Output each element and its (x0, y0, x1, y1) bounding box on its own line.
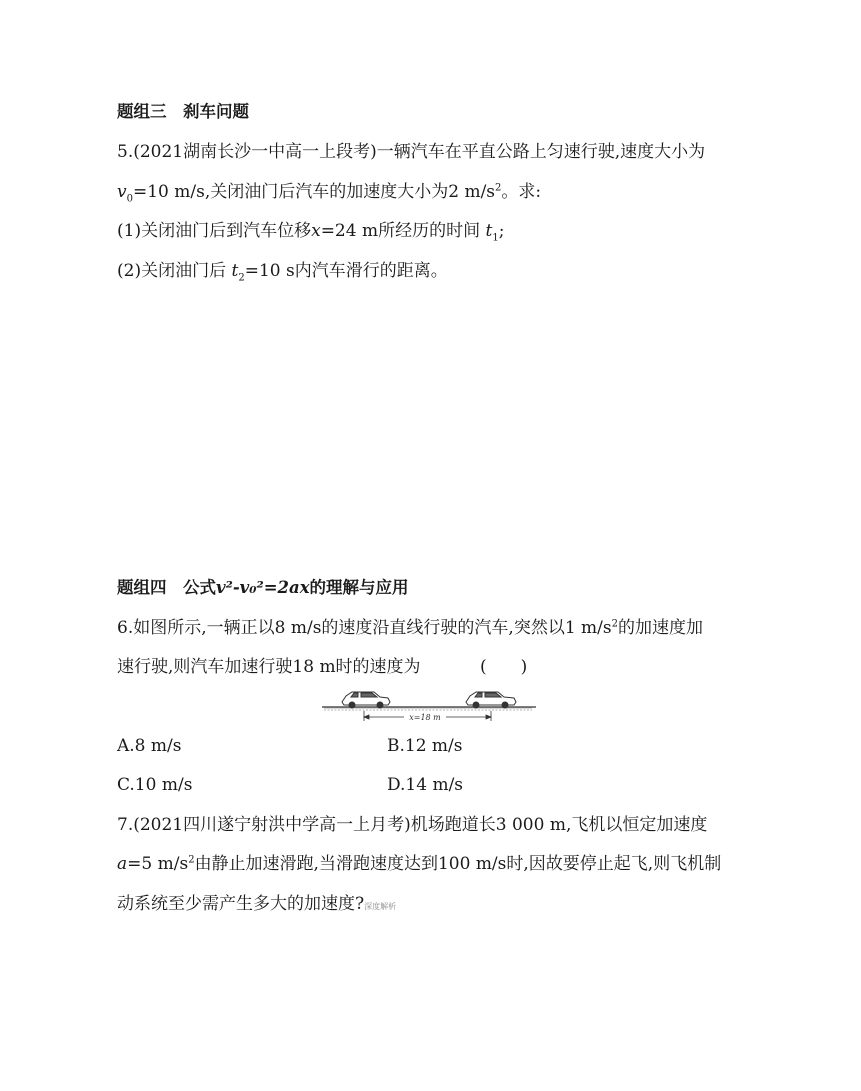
q6-option-a: A.8 m/s (117, 736, 182, 756)
q5-part2 (117, 259, 448, 283)
car-2-icon (466, 692, 516, 708)
q6-option-b: B.12 m/s (387, 736, 463, 756)
q5-part2-t: t (231, 261, 239, 281)
q7-line3 (117, 892, 396, 919)
group4-heading-text-b: 的理解与应用 (309, 578, 409, 597)
q5-line2-text-b: 。求: (501, 182, 542, 202)
q7-line1: 7.(2021四川遂宁射洪中学高一上月考)机场跑道长3 000 m,飞机以恒定加速度 (117, 815, 708, 835)
q5-part2-t-sub: 2 (238, 272, 245, 284)
q6-line2-text: 速行驶,则汽车加速行驶18 m时的速度为 (117, 657, 421, 677)
q7-a-symbol: a (117, 854, 128, 874)
q6-line1 (117, 616, 703, 640)
q5-line1: 5.(2021湖南长沙一中高一上段考)一辆汽车在平直公路上匀速行驶,速度大小为 (117, 142, 706, 162)
q5-part2-text-a: (2)关闭油门后 (117, 261, 227, 281)
group4-formula: v²-v₀²=2ax (216, 578, 310, 597)
q6-line1-text-b: 的加速度加 (617, 618, 703, 638)
q5-part1-t-sub: 1 (492, 232, 499, 244)
q5-line2-sup: 2 (495, 182, 502, 194)
car-1-icon (342, 692, 390, 708)
q7-line3-text: 动系统至少需产生多大的加速度? (117, 894, 365, 914)
road-hatching (324, 708, 532, 710)
q5-line2 (117, 180, 541, 204)
q6-line1-sup: 2 (611, 618, 618, 630)
q7-line2 (117, 852, 721, 876)
q5-part1-t: t (485, 221, 493, 241)
q6-line2 (117, 655, 421, 679)
q5-part1-x: x (311, 221, 321, 241)
q7-line2-text-c: 由静止加速滑跑,当滑跑速度达到100 m/s时,因故要停止起飞,则飞机制 (194, 854, 722, 874)
q7-deep-analysis-note: 深度解析 (364, 902, 397, 911)
group4-heading (117, 576, 409, 600)
q6-line1-text-a: 6.如图所示,一辆正以8 m/s的速度沿直线行驶的汽车,突然以1 m/s (117, 618, 612, 638)
q6-answer-bracket: ( ) (480, 657, 528, 677)
q5-v-sub: 0 (126, 193, 133, 205)
group3-heading: 题组三 刹车问题 (117, 102, 249, 121)
q5-part1-text-c: ; (498, 221, 505, 241)
q6-figure (322, 683, 536, 725)
q5-line2-text-a: =10 m/s,关闭油门后汽车的加速度大小为2 m/s (132, 182, 496, 202)
q7-line2-sup: 2 (188, 854, 195, 866)
q5-part1-text-b: =24 m所经历的时间 (320, 221, 481, 241)
q5-part1 (117, 219, 504, 243)
q7-line2-text-b: =5 m/s (127, 854, 189, 874)
q6-option-d: D.14 m/s (387, 775, 464, 795)
q5-part2-text-b: =10 s内汽车滑行的距离。 (244, 261, 448, 281)
q6-option-c: C.10 m/s (117, 775, 193, 795)
distance-label: x=18 m (409, 713, 441, 722)
q5-part1-text-a: (1)关闭油门后到汽车位移 (117, 221, 312, 241)
q5-v-symbol: v (117, 182, 127, 202)
group4-heading-text-a: 题组四 公式 (117, 578, 216, 597)
